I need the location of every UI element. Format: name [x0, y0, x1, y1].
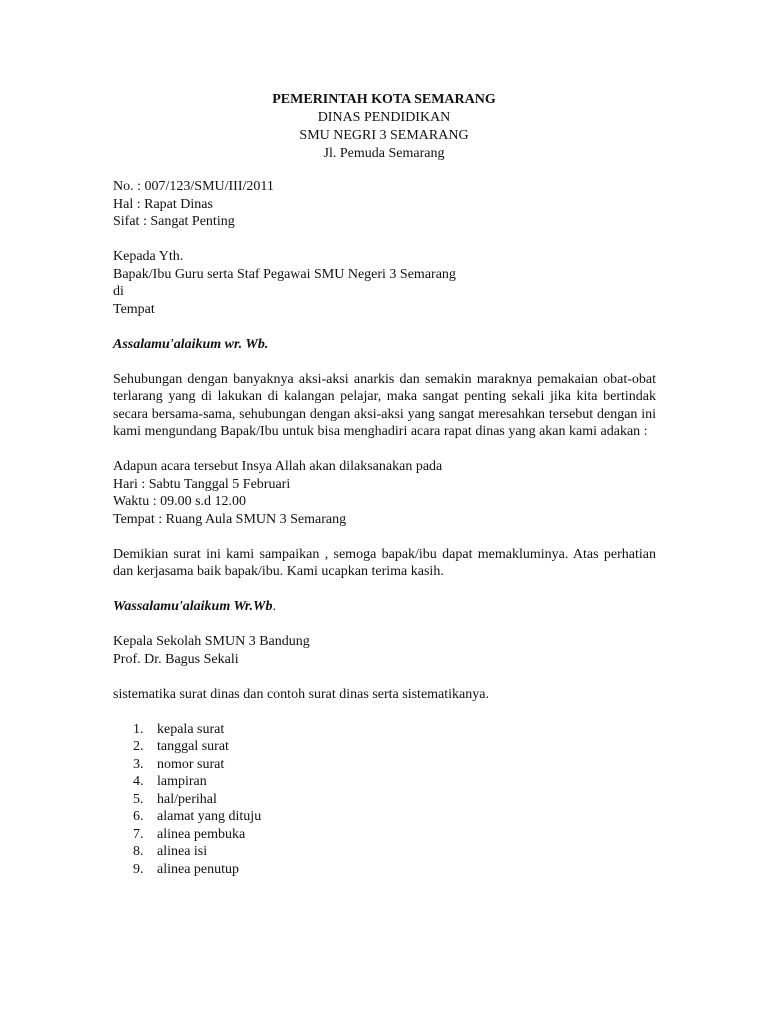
- event-time: Waktu : 09.00 s.d 12.00: [113, 494, 247, 509]
- list-item-number: 3.: [133, 756, 144, 772]
- list-item: [113, 791, 656, 809]
- list-item-number: 7.: [133, 826, 144, 842]
- list-item-label: kepala surat: [157, 721, 225, 737]
- signature-name: Prof. Dr. Bagus Sekali: [113, 651, 239, 667]
- list-item-label: tanggal surat: [157, 739, 229, 754]
- list-item: [113, 826, 656, 844]
- list-item-number: 8.: [133, 844, 144, 859]
- recipient-block: [113, 248, 656, 318]
- closing-greeting-text: Wassalamu'alaikum Wr.Wb: [113, 599, 273, 614]
- letterhead-school: SMU NEGRI 3 SEMARANG: [299, 128, 469, 143]
- letter-content: [113, 178, 656, 878]
- list-item-number: 9.: [133, 861, 144, 877]
- list-item: [113, 808, 656, 826]
- list-item-number: 5.: [133, 791, 144, 807]
- letter-meta: [113, 178, 656, 231]
- letter-nature: Sifat : Sangat Penting: [113, 214, 235, 229]
- list-item-number: 4.: [133, 774, 144, 789]
- list-item-label: nomor surat: [157, 756, 225, 772]
- recipient-place: Tempat: [113, 301, 155, 317]
- list-item: [113, 738, 656, 756]
- event-details: [113, 458, 656, 528]
- recipient-name: Bapak/Ibu Guru serta Staf Pegawai SMU Negeri 3 Semarang: [113, 266, 456, 282]
- list-item-number: 6.: [133, 809, 144, 824]
- list-item: [113, 721, 656, 739]
- signature-title: Kepala Sekolah SMUN 3 Bandung: [113, 634, 310, 649]
- closing-greeting-period: .: [272, 599, 276, 614]
- letter-number: No. : 007/123/SMU/III/2011: [113, 179, 274, 194]
- list-item-number: 2.: [133, 739, 144, 754]
- list-item-label: alinea penutup: [157, 861, 240, 877]
- letterhead-government: PEMERINTAH KOTA SEMARANG: [272, 92, 496, 107]
- systematics-intro: sistematika surat dinas dan contoh surat dinas serta sistematikanya.: [113, 686, 489, 702]
- list-item: [113, 756, 656, 774]
- list-item-label: alinea isi: [157, 844, 208, 859]
- signature-block: [113, 633, 656, 668]
- letter-subject: Hal : Rapat Dinas: [113, 196, 213, 212]
- list-item-label: alamat yang dituju: [157, 809, 262, 824]
- list-item: [113, 843, 656, 861]
- event-intro: Adapun acara tersebut Insya Allah akan dilaksanakan pada: [113, 459, 443, 474]
- recipient-to: Kepada Yth.: [113, 249, 184, 264]
- letterhead: [0, 91, 768, 163]
- recipient-at: di: [113, 284, 124, 299]
- list-item-label: lampiran: [157, 774, 207, 789]
- closing-paragraph: Demikian surat ini kami sampaikan , semoga bapak/ibu dapat memakluminya. Atas perhatian dan kerjasama baik bapak/ibu. Kami ucapkan terima kasih.: [113, 546, 656, 579]
- systematics-list: [113, 721, 656, 879]
- event-day: Hari : Sabtu Tanggal 5 Februari: [113, 476, 291, 492]
- body-paragraph: Sehubungan dengan banyaknya aksi-aksi anarkis dan semakin maraknya pemakaian obat-obat terlarang yang di lakukan di kalangan pelajar, maka sangat penting sekali jika kita bertindak secara bersama-sama, sehubungan dengan aksi-aksi yang sangat meresahkan tersebut dengan ini kami mengundang Bapak/Ibu untuk bisa menghadiri acara rapat dinas yang akan kami adakan :: [113, 371, 656, 439]
- letterhead-address: Jl. Pemuda Semarang: [323, 146, 445, 161]
- list-item: [113, 861, 656, 879]
- list-item-label: hal/perihal: [157, 791, 217, 807]
- list-item-label: alinea pembuka: [157, 826, 246, 842]
- letterhead-department: DINAS PENDIDIKAN: [317, 110, 451, 125]
- list-item: [113, 773, 656, 791]
- opening-greeting: Assalamu'alaikum wr. Wb.: [113, 336, 269, 352]
- event-venue: Tempat : Ruang Aula SMUN 3 Semarang: [113, 511, 347, 527]
- list-item-number: 1.: [133, 721, 144, 737]
- closing-greeting: [113, 598, 656, 616]
